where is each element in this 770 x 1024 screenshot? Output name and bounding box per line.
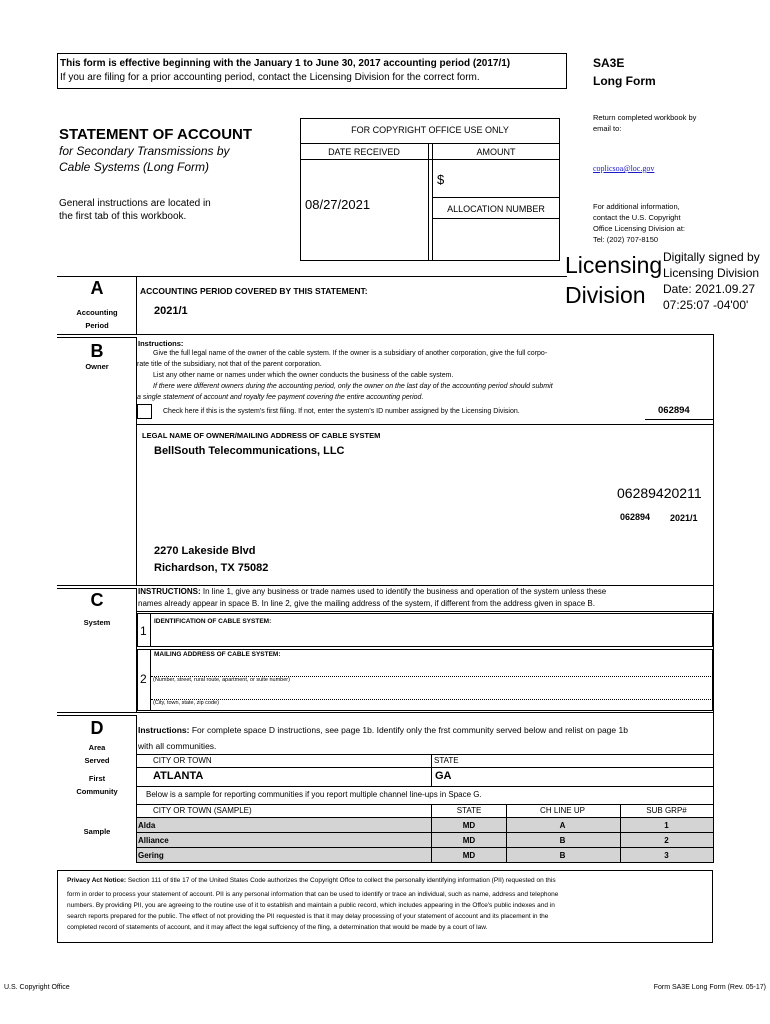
- date-received-label: DATE RECEIVED: [328, 147, 400, 157]
- section-d-instr-text: For complete space D instructions, see page 1b. Identify only the frst community served below and relist on page 1b: [189, 725, 628, 735]
- signature-detail-2: Licensing Division: [663, 266, 760, 280]
- section-c-instr-text: In line 1, give any business or trade names used to identify the business and operation of the system unless these: [200, 587, 607, 596]
- sample-row-2-city: Alliance: [138, 836, 169, 845]
- amount-label: AMOUNT: [476, 147, 516, 157]
- accounting-period-value: 2021/1: [154, 305, 188, 317]
- address-dotted-line: [151, 699, 713, 700]
- sample-header-city: CITY OR TOWN (SAMPLE): [153, 806, 252, 815]
- community-rule: [137, 767, 713, 768]
- city-label: CITY OR TOWN: [153, 756, 212, 765]
- office-use-divider: [432, 197, 560, 198]
- general-instructions-2: the first tab of this workbook.: [59, 211, 187, 222]
- statement-title: STATEMENT OF ACCOUNT: [59, 126, 253, 143]
- section-b-right-border: [713, 334, 714, 585]
- general-instructions-1: General instructions are located in: [59, 198, 211, 209]
- section-c-rule: [57, 585, 713, 586]
- contact-line-2: contact the U.S. Copyright: [593, 213, 681, 222]
- section-c-divider: [150, 613, 151, 647]
- privacy-line-5: completed record of statements of account, and it may affect the legal suffciency of the fling, a determination that would be made by a court of law.: [67, 924, 488, 931]
- section-c-rule: [57, 588, 137, 589]
- sample-row-1-city: Alda: [138, 821, 156, 830]
- owner-box-top: [137, 424, 713, 425]
- community-rule: [137, 754, 713, 755]
- sample-row-1-lineup: A: [559, 821, 566, 830]
- privacy-text-1: Section 111 of title 17 of the United States Code authorizes the Copyright Offce to collect the personally identifying information (PII) requested on this: [126, 877, 556, 884]
- sample-row-2-subgrp: 2: [664, 836, 669, 845]
- office-use-divider: [300, 159, 560, 160]
- sample-header-subgrp: SUB GRP#: [646, 806, 687, 815]
- return-line-1: Return completed workbook by: [593, 113, 697, 122]
- community-divider: [431, 754, 432, 786]
- section-b-rule: [57, 337, 137, 338]
- section-b-letter: B: [90, 341, 104, 361]
- office-use-box: [300, 118, 560, 261]
- system-id-underline: [645, 419, 713, 420]
- section-d-instr-text-2: with all communities.: [138, 741, 217, 751]
- return-line-2: email to:: [593, 124, 622, 133]
- signature-name-1: Licensing: [565, 252, 663, 278]
- system-code-long: 06289420211: [617, 485, 702, 501]
- section-d-label-4: Community: [76, 787, 118, 796]
- sample-table-rule: [137, 847, 713, 848]
- signature-detail-1: Digitally signed by: [663, 250, 760, 264]
- section-b-instr-3: List any other name or names under which the owner conducts the business of the cable system.: [153, 372, 454, 379]
- section-b-divider: [136, 337, 137, 585]
- office-use-divider: [428, 143, 429, 261]
- section-d-sample-label: Sample: [83, 827, 111, 836]
- section-a-letter: A: [90, 278, 104, 298]
- section-d-instr-bold: Instructions:: [138, 725, 190, 735]
- effective-line: This form is effective beginning with the January 1 to June 30, 2017 accounting period (2017/1): [60, 58, 511, 69]
- form-code: SA3E: [593, 56, 625, 70]
- owner-address-2: Richardson, TX 75082: [154, 562, 269, 574]
- section-c-letter: C: [90, 590, 104, 610]
- office-use-heading: FOR COPYRIGHT OFFICE USE ONLY: [351, 125, 509, 135]
- section-b-label: Owner: [85, 362, 109, 371]
- system-id-number: 062894: [658, 405, 690, 416]
- sample-table-rule: [137, 832, 713, 833]
- legal-name-label: LEGAL NAME OF OWNER/MAILING ADDRESS OF CABLE SYSTEM: [142, 431, 381, 440]
- section-d-label-1: Area: [88, 743, 106, 752]
- accounting-period-heading: ACCOUNTING PERIOD COVERED BY THIS STATEMENT:: [140, 286, 368, 296]
- sample-table-rule: [137, 804, 713, 805]
- sample-row-1-state: MD: [462, 821, 476, 830]
- privacy-line-3: numbers. By providing PII, you are agreeing to the routine use of it to establish and maintain a public record, which includes appearing in the Offce's public indexes and in: [67, 902, 555, 909]
- amount-symbol: $: [437, 172, 445, 187]
- signature-detail-3: Date: 2021.09.27: [663, 282, 756, 296]
- section-a-top-rule: [57, 276, 137, 277]
- contact-phone: Tel: (202) 707-8150: [593, 235, 659, 244]
- footer-left: U.S. Copyright Office: [4, 984, 70, 991]
- first-filing-checkbox[interactable]: [137, 404, 152, 419]
- sample-note: Below is a sample for reporting communities if you report multiple channel line-ups in Space G.: [146, 790, 482, 799]
- line-1-number: 1: [140, 624, 147, 638]
- section-c-label: System: [83, 618, 111, 627]
- sample-table-rule: [137, 862, 713, 863]
- section-c-rule: [137, 611, 713, 612]
- sample-header-state: STATE: [456, 806, 482, 815]
- section-c-instr-bold: INSTRUCTIONS:: [138, 587, 201, 596]
- sample-row-3-lineup: B: [559, 851, 566, 860]
- office-use-divider: [432, 218, 560, 219]
- section-b-instr-2: rate title of the subsidiary, not that of the parent corporation.: [137, 361, 322, 368]
- statement-subtitle-1: for Secondary Transmissions by: [59, 144, 230, 158]
- date-received-value: 08/27/2021: [305, 197, 371, 212]
- section-b-instr-1: Give the full legal name of the owner of the cable system. If the owner is a subsidiary of another corporation, give the full corpo-: [153, 350, 548, 357]
- section-b-instr-5: a single statement of account and royalty fee payment covering the entire accounting period.: [137, 394, 424, 401]
- first-community-city[interactable]: ATLANTA: [153, 770, 204, 782]
- city-hint: (City, town, state, zip code): [153, 700, 219, 706]
- contact-line-3: Office Licensing Division at:: [593, 224, 685, 233]
- cable-system-id-label: IDENTIFICATION OF CABLE SYSTEM:: [154, 618, 272, 625]
- sample-row-2-lineup: B: [559, 836, 566, 845]
- owner-address-1: 2270 Lakeside Blvd: [154, 545, 256, 557]
- section-a-label-1: Accounting: [76, 308, 118, 317]
- community-rule: [137, 786, 713, 787]
- section-b-instr-4: If there were different owners during the accounting period, only the owner on the last day of the accounting period should submit: [153, 383, 553, 390]
- sample-row-3-state: MD: [462, 851, 476, 860]
- owner-name: BellSouth Telecommunications, LLC: [154, 445, 345, 457]
- system-code-id: 062894: [620, 512, 651, 522]
- section-a-label-2: Period: [85, 321, 109, 330]
- section-d-label-3: First: [88, 774, 106, 783]
- prior-period-line: If you are filing for a prior accounting period, contact the Licensing Division for the correct form.: [60, 72, 480, 83]
- section-d-letter: D: [90, 718, 104, 738]
- first-filing-text: Check here if this is the system's first filing. If not, enter the system's ID number assigned by the Licensing Division.: [163, 408, 520, 415]
- sample-row-3-subgrp: 3: [664, 851, 669, 860]
- privacy-bold: Privacy Act Notice:: [67, 877, 127, 884]
- section-d-instructions: [138, 725, 628, 735]
- section-d-rule: [57, 715, 137, 716]
- privacy-line-2: form in order to process your statement of account. PII is any personal information that can be used to identify or trace an individual, such as name, address and telephone: [67, 891, 559, 898]
- section-c-divider: [150, 649, 151, 711]
- section-c-instr-text-2: names already appear in space B. In line 2, give the mailing address of the system, if different from the address given in space B.: [138, 599, 595, 608]
- section-a-top-rule: [137, 276, 567, 277]
- line-2-number: 2: [140, 672, 147, 686]
- signature-name-2: Division: [565, 282, 646, 308]
- allocation-label: ALLOCATION NUMBER: [447, 204, 545, 214]
- form-type: Long Form: [593, 74, 656, 88]
- mailing-address-label: MAILING ADDRESS OF CABLE SYSTEM:: [154, 651, 281, 658]
- statement-subtitle-2: Cable Systems (Long Form): [59, 160, 210, 174]
- section-d-right-border: [713, 712, 714, 863]
- footer-right: Form SA3E Long Form (Rev. 05-17): [653, 984, 766, 991]
- section-b-instr-heading: Instructions:: [138, 339, 184, 348]
- system-code-period: 2021/1: [670, 513, 698, 523]
- contact-line-1: For additional information,: [593, 202, 680, 211]
- sample-header-lineup: CH LINE UP: [540, 806, 585, 815]
- office-use-divider: [432, 143, 433, 261]
- privacy-line-1: [67, 877, 556, 884]
- first-community-state[interactable]: GA: [435, 770, 452, 782]
- section-c-right-border: [713, 585, 714, 712]
- section-b-rule: [57, 334, 713, 335]
- privacy-line-4: search reports prepared for the public. The effect of not providing the PII requested is that it may delay processing of your statement of account and its placement in the: [67, 913, 549, 920]
- sample-row-2-state: MD: [462, 836, 476, 845]
- state-label: STATE: [434, 756, 459, 765]
- sample-row-3-city: Gering: [138, 851, 164, 860]
- signature-detail-4: 07:25:07 -04'00': [663, 298, 749, 312]
- sample-row-1-subgrp: 1: [664, 821, 669, 830]
- street-hint: (Number, street, rural route, apartment, or suite number): [153, 677, 290, 683]
- section-d-rule: [57, 712, 713, 713]
- email-link[interactable]: coplicsoa@loc.gov: [593, 164, 655, 173]
- section-c-instructions: [138, 587, 606, 596]
- office-use-divider: [300, 143, 560, 144]
- section-d-label-2: Served: [84, 756, 110, 765]
